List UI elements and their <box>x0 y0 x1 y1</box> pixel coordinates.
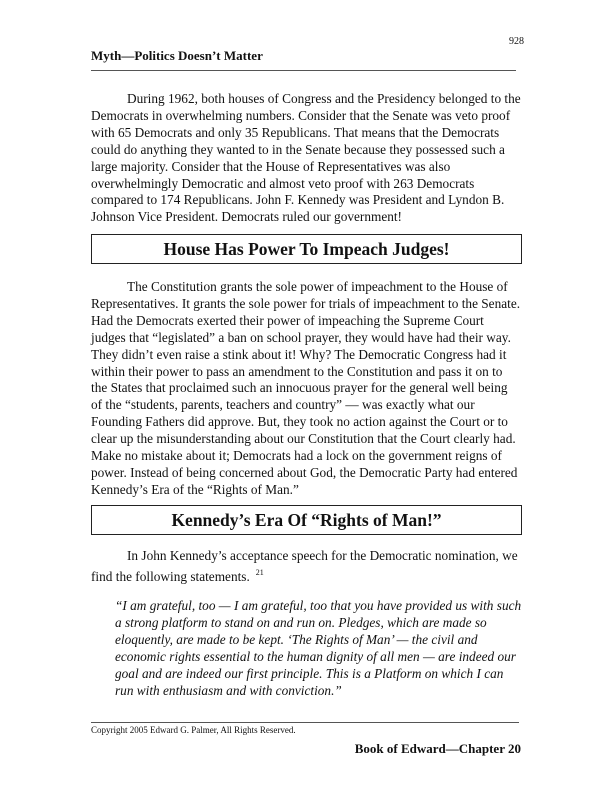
header-rule <box>91 70 516 71</box>
copyright-notice: Copyright 2005 Edward G. Palmer, All Rights Reserved. <box>91 725 296 735</box>
body-paragraph-3 <box>91 548 521 586</box>
body-paragraph-2: The Constitution grants the sole power of impeachment to the House of Representatives. It grants the sole power for trials of impeachment to the Senate. Had the Democrats exerted their power of impeaching the Supreme Court judges that “legislated” a ban on school prayer, they would have had their way. They didn’t even raise a stink about it! Why? The Democratic Congress had it within their power to pass an amendment to the Constitution and pass it on to the States that proclaimed such an innocuous prayer for the general well being of the “students, parents, teachers and country” — was exactly what our Founding Fathers did approve. But, they took no action against the Court or to clear up the misunderstanding about our Constitution that the Court clearly had. Make no mistake about it; Democrats had a lock on the government reigns of power. Instead of being concerned about God, the Democratic Party had entered Kennedy’s Era of the “Rights of Man.” <box>91 279 521 497</box>
running-footer: Book of Edward—Chapter 20 <box>354 741 521 756</box>
body-paragraph-3-text: In John Kennedy’s acceptance speech for the Democratic nomination, we find the following statements. <box>91 548 518 584</box>
body-paragraph-1: During 1962, both houses of Congress and the Presidency belonged to the Democrats in overwhelming numbers. Consider that the Senate was veto proof with 65 Democrats and only 35 Republicans. That means that the Democrats could do anything they wanted to in the Senate because they possessed such a large majority. Consider that the House of Representatives was also overwhelmingly Democratic and almost veto proof with 263 Democrats compared to 174 Republicans. John F. Kennedy was President and Lyndon B. Johnson Vice President. Democrats ruled our government! <box>91 91 521 225</box>
running-header: Myth—Politics Doesn’t Matter <box>91 48 263 63</box>
section-heading-impeach: House Has Power To Impeach Judges! <box>91 234 522 264</box>
footnote-reference: 21 <box>255 567 264 577</box>
footer-rule <box>91 722 519 723</box>
block-quote: “I am grateful, too — I am grateful, too that you have provided us with such a strong platform to stand on and run on. Pledges, which are made so eloquently, are made to be kept. ‘The Rights of Man’ — the civil and economic rights essential to the human dignity of all men — are indeed our goal and are indeed our first principle. This is a Platform on which I can run with enthusiasm and with conviction.” <box>115 598 522 698</box>
page-number: 928 <box>509 36 524 47</box>
section-heading-rights-of-man: Kennedy’s Era Of “Rights of Man!” <box>91 505 522 535</box>
